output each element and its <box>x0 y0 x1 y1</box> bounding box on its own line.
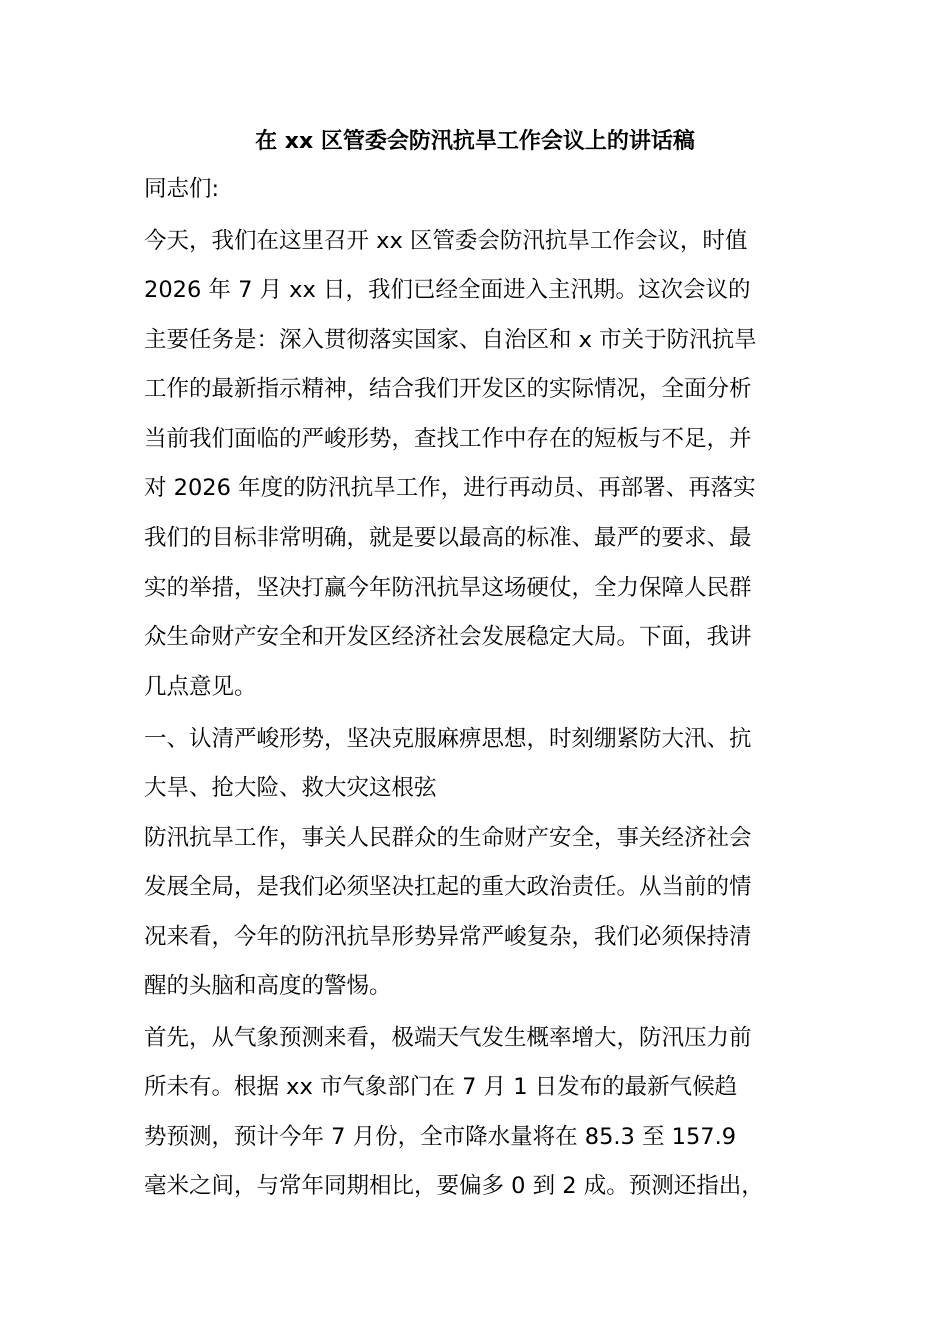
body-line: 几点意见。 <box>144 674 257 700</box>
body-line: 所未有。根据 xx 市气象部门在 7 月 1 日发布的最新气候趋 <box>144 1074 738 1100</box>
section-heading-line: 大旱、抢大险、救大灾这根弦 <box>144 775 437 801</box>
section-heading-line: 一、认清严峻形势，坚决克服麻痹思想，时刻绷紧防大汛、抗 <box>144 726 752 752</box>
greeting-line: 同志们: <box>144 176 220 202</box>
body-line: 醒的头脑和高度的警惕。 <box>144 973 392 999</box>
body-line: 主要任务是：深入贯彻落实国家、自治区和 x 市关于防汛抗旱 <box>144 327 757 353</box>
body-line: 势预测，预计今年 7 月份，全市降水量将在 85.3 至 157.9 <box>144 1124 737 1150</box>
body-line: 首先，从气象预测来看，极端天气发生概率增大，防汛压力前 <box>144 1025 752 1051</box>
body-line: 众生命财产安全和开发区经济社会发展稳定大局。下面，我讲 <box>144 624 752 650</box>
body-line: 今天，我们在这里召开 xx 区管委会防汛抗旱工作会议，时值 <box>144 228 748 254</box>
body-line: 发展全局，是我们必须坚决扛起的重大政治责任。从当前的情 <box>144 874 752 900</box>
body-line: 当前我们面临的严峻形势，查找工作中存在的短板与不足，并 <box>144 426 752 452</box>
body-line: 对 2026 年度的防汛抗旱工作，进行再动员、再部署、再落实 <box>144 475 756 501</box>
body-line: 毫米之间，与常年同期相比，要偏多 0 到 2 成。预测还指出， <box>144 1173 764 1199</box>
body-line: 防汛抗旱工作，事关人民群众的生命财产安全，事关经济社会 <box>144 825 752 851</box>
body-line: 况来看，今年的防汛抗旱形势异常严峻复杂，我们必须保持清 <box>144 924 752 950</box>
body-line: 工作的最新指示精神，结合我们开发区的实际情况，全面分析 <box>144 376 752 402</box>
body-line: 2026 年 7 月 xx 日，我们已经全面进入主汛期。这次会议的 <box>144 277 751 303</box>
body-line: 实的举措，坚决打赢今年防汛抗旱这场硬仗，全力保障人民群 <box>144 575 752 601</box>
body-line: 我们的目标非常明确，就是要以最高的标准、最严的要求、最 <box>144 525 752 551</box>
document-title: 在 xx 区管委会防汛抗旱工作会议上的讲话稿 <box>255 129 695 154</box>
